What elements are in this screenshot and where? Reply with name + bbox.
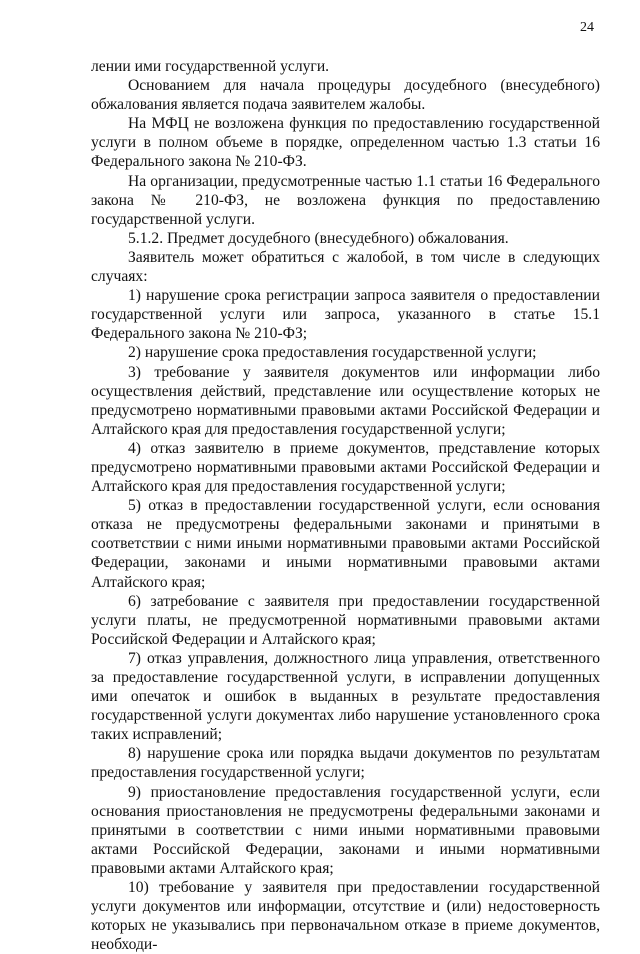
page-number: 24: [580, 20, 594, 35]
paragraph-grounds: Основанием для начала процедуры досудебного (внесудебного) обжалования является подача заявителем жалобы.: [91, 77, 600, 114]
document-body: [91, 57, 600, 954]
list-item-8: 8) нарушение срока или порядка выдачи документов по результатам предоставления государственной услуги;: [91, 745, 600, 782]
list-item-3: 3) требование у заявителя документов или информации либо осуществления действий, представление или осуществление которых не предусмотрено нормативными правовыми актами Российской Федерации и Алтайского края для предоставления государственной услуги;: [91, 363, 600, 438]
list-item-5: 5) отказ в предоставлении государственной услуги, если основания отказа не предусмотрены федеральными законами и принятыми в соответствии с ними иными нормативными правовыми актами Российской Федерации, законами и иными нормативными правовыми актами Алтайского края;: [91, 497, 600, 591]
list-item-9: 9) приостановление предоставления государственной услуги, если основания приостановления не предусмотрены федеральными законами и принятыми в соответствии с ними иными нормативными правовыми актами Российской Федерации, законами и иными нормативными правовыми актами Алтайского края;: [91, 783, 600, 877]
list-item-1: 1) нарушение срока регистрации запроса заявителя о предоставлении государственной услуги или запроса, указанного в статье 15.1 Федерального закона № 210-ФЗ;: [91, 287, 600, 343]
list-item-7: 7) отказ управления, должностного лица управления, ответственного за предоставление государственной услуги, в исправлении допущенных ими опечаток и ошибок в выданных в результате предоставления государственной услуги документах либо нарушение установленного срока таких исправлений;: [91, 649, 600, 744]
paragraph-mfc: На МФЦ не возложена функция по предоставлению государственной услуги в полном объеме в порядке, определенном частью 1.3 статьи 16 Федерального закона № 210-ФЗ.: [91, 115, 600, 171]
list-item-4: 4) отказ заявителю в приеме документов, представление которых предусмотрено нормативными правовыми актами Российской Федерации и Алтайского края для предоставления государственной услуги;: [91, 439, 600, 496]
paragraph-cases-intro: Заявитель может обратиться с жалобой, в том числе в следующих случаях:: [91, 248, 600, 286]
section-heading-5-1-2: 5.1.2. Предмет досудебного (внесудебного) обжалования.: [128, 229, 509, 247]
list-item-2: 2) нарушение срока предоставления государственной услуги;: [128, 344, 537, 362]
list-item-6: 6) затребование с заявителя при предоставлении государственной услуги платы, не предусмотренной нормативными правовыми актами Российской Федерации и Алтайского края;: [91, 592, 600, 648]
paragraph-continuation: лении ими государственной услуги.: [91, 58, 330, 75]
list-item-10: 10) требование у заявителя при предоставлении государственной услуги документов или информации, отсутствие и (или) недостоверность которых не указывались при первоначальном отказе в приеме документов, необходи-: [91, 879, 600, 954]
paragraph-organizations: На организации, предусмотренные частью 1.1 статьи 16 Федерального закона № 210-ФЗ, не возложена функция по предоставлению государственной услуги.: [91, 172, 600, 228]
